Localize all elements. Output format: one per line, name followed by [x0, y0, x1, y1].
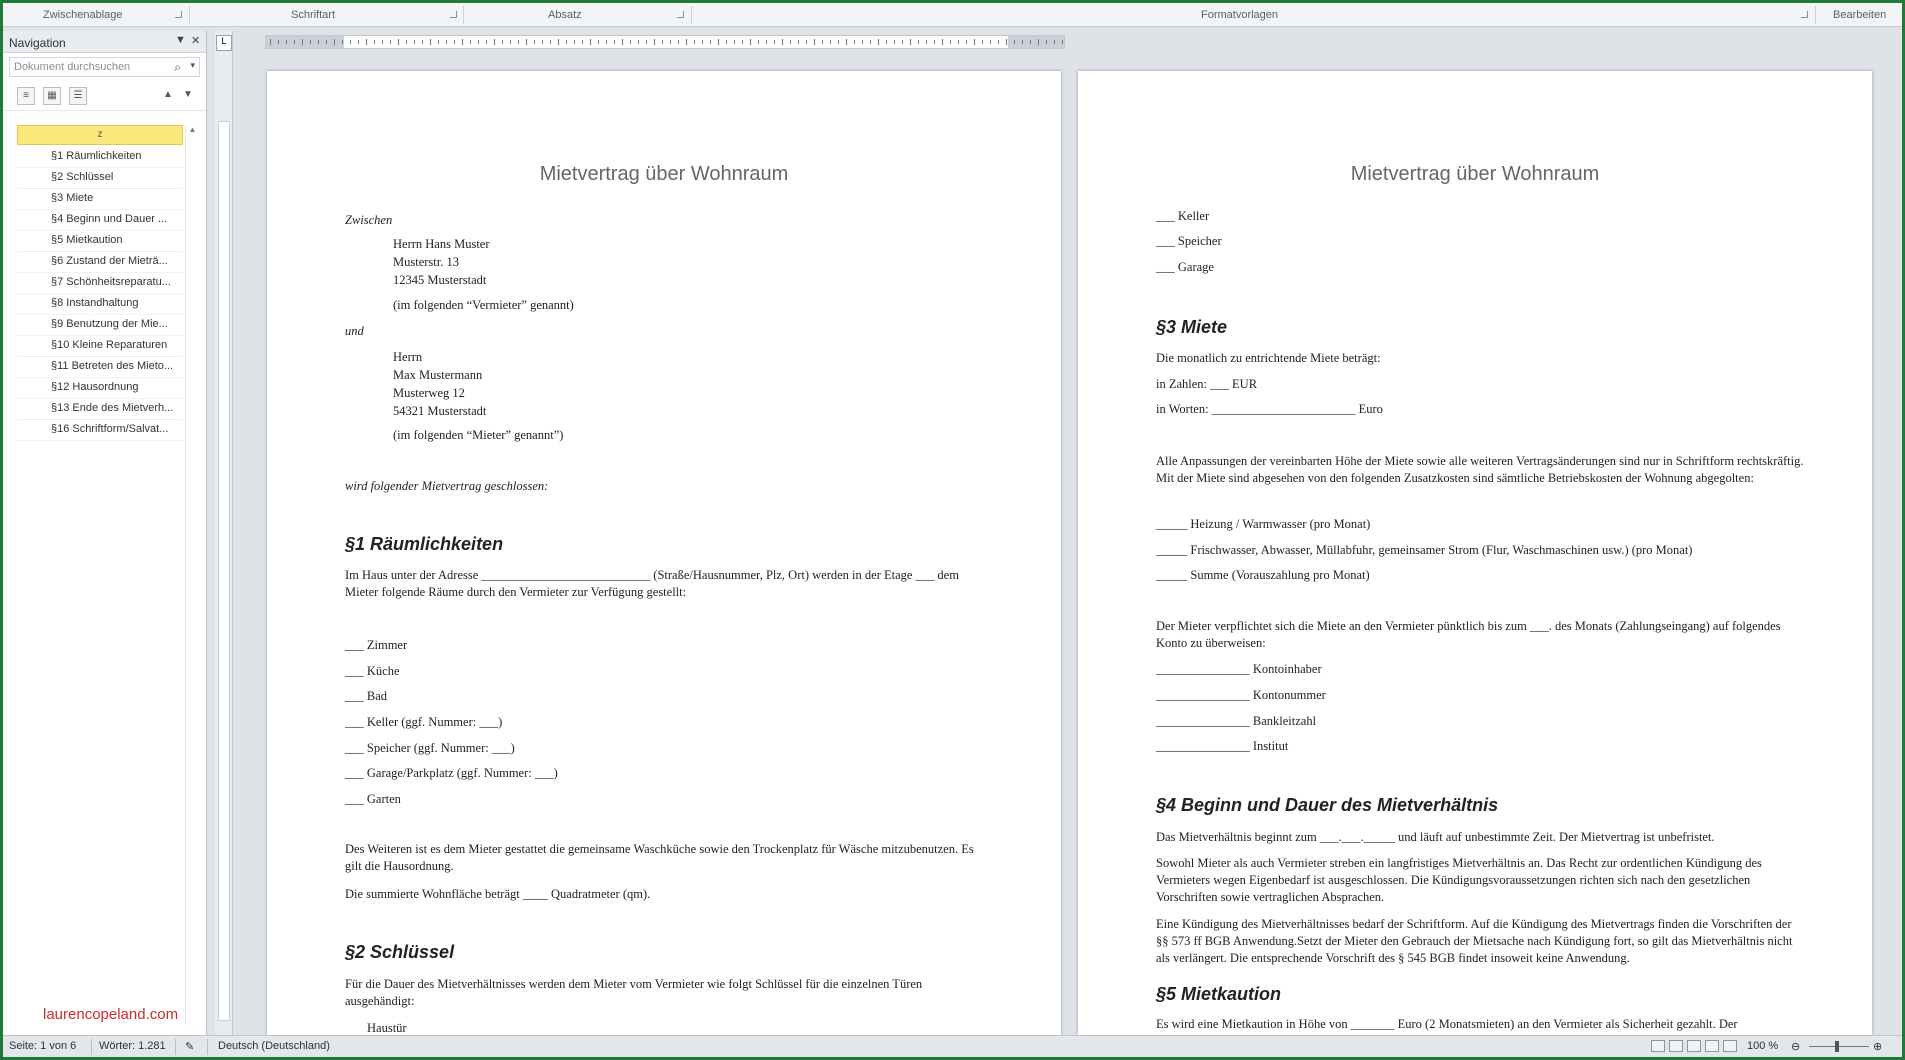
- ruler-tick: [494, 39, 495, 45]
- nav-scrollbar[interactable]: [185, 125, 199, 1025]
- ruler-tick: [790, 40, 791, 44]
- tab-selector-icon[interactable]: L: [216, 35, 232, 51]
- paragraph: Der Mieter verpflichtet sich die Miete an den Vermieter pünktlich bis zum ___. des Monats (Zahlungseingang) auf folgendes Konto zu überweisen:: [1156, 619, 1781, 650]
- room-item: ___ Garage: [1156, 260, 1214, 274]
- ruler-tick: [958, 40, 959, 44]
- page-count[interactable]: Seite: 1 von 6: [9, 1040, 77, 1052]
- account-item: _______________ Kontonummer: [1156, 688, 1326, 702]
- nav-item[interactable]: §6 Zustand der Mieträ...: [17, 252, 183, 273]
- ruler-tick: [622, 39, 623, 45]
- nav-item[interactable]: §12 Hausordnung: [17, 378, 183, 399]
- ribbon-group-clipboard[interactable]: Zwischenablage: [43, 9, 123, 21]
- paragraph: Für die Dauer des Mietverhältnisses werden dem Mieter vom Vermieter wie folgt Schlüssel für die einzelnen Türen ausgehändigt:: [345, 977, 923, 1008]
- room-item: ___ Speicher (ggf. Nummer: ___): [345, 741, 515, 755]
- nav-item[interactable]: §3 Miete: [17, 189, 183, 210]
- ruler-tick: [638, 40, 639, 44]
- ruler-tick: [478, 40, 479, 44]
- styles-launcher-icon[interactable]: [1801, 11, 1808, 18]
- ruler-tick: [574, 40, 575, 44]
- ruler-tick: [286, 40, 287, 44]
- ruler-tick: [798, 40, 799, 44]
- ruler-tick: [670, 40, 671, 44]
- clipboard-launcher-icon[interactable]: [175, 11, 182, 18]
- draft-view-icon[interactable]: [1723, 1040, 1737, 1052]
- ruler-tick: [374, 40, 375, 44]
- room-item: ___ Bad: [345, 689, 388, 703]
- ribbon-group-editing[interactable]: Bearbeiten: [1833, 9, 1887, 21]
- ruler-tick: [302, 39, 303, 45]
- ruler-tick: [814, 39, 815, 45]
- ruler-tick: [470, 40, 471, 44]
- paragraph: Es wird eine Mietkaution in Höhe von _______ Euro (2 Monatsmieten) an den Vermieter als Sicherheit gezahlt. Der: [1156, 1017, 1738, 1031]
- next-arrow-icon[interactable]: ▼: [183, 89, 193, 100]
- status-separator: [175, 1039, 176, 1055]
- nav-item[interactable]: §5 Mietkaution: [17, 231, 183, 252]
- status-bar: [3, 1035, 1902, 1057]
- ribbon-group-paragraph[interactable]: Absatz: [548, 9, 582, 21]
- ruler-tick: [406, 40, 407, 44]
- ruler-tick: [582, 40, 583, 44]
- landlord-line: Musterstr. 13: [393, 255, 459, 269]
- ruler-tick: [854, 40, 855, 44]
- between-label: Zwischen: [345, 213, 393, 227]
- section-heading: §4 Beginn und Dauer des Mietverhältnis: [1156, 795, 1499, 815]
- ruler-tick: [750, 39, 751, 45]
- ruler-tick: [326, 40, 327, 44]
- ribbon-group-bar: [3, 3, 1902, 27]
- section-heading: §3 Miete: [1156, 317, 1228, 337]
- ruler-tick: [966, 40, 967, 44]
- paragraph: in Zahlen: ___ EUR: [1156, 377, 1258, 391]
- ruler-tick: [870, 40, 871, 44]
- ruler-tick: [1006, 39, 1007, 45]
- ruler-tick: [838, 40, 839, 44]
- room-item: ___ Garage/Parkplatz (ggf. Nummer: ___): [345, 766, 558, 780]
- ruler-tick: [782, 39, 783, 45]
- ruler-tick: [510, 40, 511, 44]
- right-margin-area: [1008, 36, 1064, 48]
- ruler-tick: [486, 40, 487, 44]
- ruler-tick: [678, 40, 679, 44]
- ruler-tick: [974, 39, 975, 45]
- status-separator: [91, 1039, 92, 1055]
- status-separator: [207, 1039, 208, 1055]
- ruler-tick: [446, 40, 447, 44]
- cost-item: _____ Frischwasser, Abwasser, Müllabfuhr, gemeinsamer Strom (Flur, Waschmaschinen usw.) (pro Monat): [1156, 543, 1693, 557]
- ruler-tick: [646, 40, 647, 44]
- zoom-slider[interactable]: [1809, 1046, 1869, 1047]
- ruler-tick: [502, 40, 503, 44]
- outline-view-icon[interactable]: [1705, 1040, 1719, 1052]
- ruler-tick: [414, 40, 415, 44]
- ruler-tick: [710, 40, 711, 44]
- landlord-line: 12345 Musterstadt: [393, 273, 487, 287]
- page-title: Mietvertrag über Wohnraum: [1350, 163, 1600, 185]
- headings-tab-icon[interactable]: ≡: [17, 87, 35, 105]
- paragraph-launcher-icon[interactable]: [677, 11, 684, 18]
- cost-item: _____ Heizung / Warmwasser (pro Monat): [1156, 517, 1371, 531]
- room-item: ___ Keller (ggf. Nummer: ___): [345, 715, 503, 729]
- ruler-tick: [366, 39, 367, 45]
- ruler-tick: [718, 39, 719, 45]
- language-indicator[interactable]: Deutsch (Deutschland): [218, 1040, 330, 1052]
- ruler-tick: [318, 40, 319, 44]
- word-window: [3, 3, 1902, 1057]
- ruler-tick: [462, 39, 463, 45]
- room-item: ___ Küche: [345, 664, 400, 678]
- ruler-tick: [1030, 40, 1031, 44]
- zoom-slider-thumb[interactable]: [1835, 1041, 1839, 1052]
- paragraph: Eine Kündigung des Mietverhältnisses bedarf der Schriftform. Auf die Kündigung des Mietvertrags finden die Vorschriften der §§ 573 ff BGB Anwendung.Setzt der Mieter den Gebrauch der Mietsache nach Kündigung fort, so gilt das Mietverhältnis nicht als verlängert. Die entsprechende Vorschrift des § 545 BGB findet insoweit keine Anwendung.: [1156, 917, 1793, 965]
- navigation-title: Navigation: [9, 36, 66, 50]
- ruler-tick: [350, 40, 351, 44]
- nav-item[interactable]: §8 Instandhaltung: [17, 294, 183, 315]
- room-item: ___ Garten: [345, 792, 401, 806]
- paragraph: Die summierte Wohnfläche beträgt ____ Quadratmeter (qm).: [345, 887, 651, 901]
- nav-item[interactable]: §16 Schriftform/Salvat...: [17, 420, 183, 441]
- ruler-tick: [430, 39, 431, 45]
- ribbon-separator: [1815, 6, 1816, 24]
- proofing-icon[interactable]: ✎: [185, 1041, 195, 1053]
- account-item: _______________ Kontoinhaber: [1156, 662, 1322, 676]
- ruler-tick: [998, 40, 999, 44]
- paragraph: Die monatlich zu entrichtende Miete beträgt:: [1156, 351, 1381, 365]
- ruler-tick: [1038, 39, 1039, 45]
- ribbon-separator: [189, 6, 190, 24]
- ruler-tick: [358, 40, 359, 44]
- pane-options-icon[interactable]: ▼: [175, 34, 186, 46]
- horizontal-ruler[interactable]: [265, 35, 1065, 49]
- paragraph: Das Mietverhältnis beginnt zum ___.___._____ und läuft auf unbestimmte Zeit. Der Mietvertrag ist unbefristet.: [1156, 830, 1715, 844]
- nav-item[interactable]: §9 Benutzung der Mie...: [17, 315, 183, 336]
- search-input[interactable]: [9, 57, 200, 77]
- ruler-tick: [550, 40, 551, 44]
- room-item: ___ Zimmer: [345, 638, 408, 652]
- account-item: _______________ Institut: [1156, 739, 1289, 753]
- ruler-tick: [830, 40, 831, 44]
- ruler-tick: [518, 40, 519, 44]
- nav-item-selected[interactable]: z: [17, 125, 183, 145]
- paragraph: in Worten: _______________________ Euro: [1156, 402, 1383, 416]
- ruler-tick: [606, 40, 607, 44]
- ruler-tick: [846, 39, 847, 45]
- ruler-tick: [1054, 40, 1055, 44]
- ruler-tick: [862, 40, 863, 44]
- ruler-tick: [702, 40, 703, 44]
- landlord-note: (im folgenden “Vermieter” genannt): [393, 298, 574, 312]
- ribbon-group-font[interactable]: Schriftart: [291, 9, 336, 21]
- nav-item[interactable]: §2 Schlüssel: [17, 168, 183, 189]
- paragraph: Des Weiteren ist es dem Mieter gestattet die gemeinsame Waschküche sowie den Trockenplatz für Wäsche mitzubenutzen. Es gilt die Hausordnung.: [345, 842, 974, 873]
- room-item: ___ Speicher: [1156, 234, 1222, 248]
- ruler-tick: [598, 40, 599, 44]
- ruler-tick: [1022, 40, 1023, 44]
- ruler-tick: [918, 40, 919, 44]
- ruler-tick: [454, 40, 455, 44]
- ruler-tick: [614, 40, 615, 44]
- section-heading: §1 Räumlichkeiten: [345, 534, 504, 554]
- ruler-tick: [886, 40, 887, 44]
- ruler-tick: [534, 40, 535, 44]
- ruler-tick: [758, 40, 759, 44]
- ruler-tick: [278, 40, 279, 44]
- ruler-tick: [910, 39, 911, 45]
- navigation-header: [3, 31, 206, 53]
- ruler-tick: [526, 39, 527, 45]
- ruler-tick: [654, 39, 655, 45]
- nav-item[interactable]: §10 Kleine Reparaturen: [17, 336, 183, 357]
- ribbon-separator: [691, 6, 692, 24]
- page-title: Mietvertrag über Wohnraum: [539, 163, 789, 185]
- section-heading: §2 Schlüssel: [345, 942, 455, 962]
- vertical-ruler-track: [218, 121, 230, 1021]
- zoom-out-icon[interactable]: ⊖: [1791, 1041, 1801, 1053]
- scroll-up-icon[interactable]: ▲: [188, 125, 197, 134]
- ruler-tick: [934, 40, 935, 44]
- ruler-tick: [902, 40, 903, 44]
- nav-item[interactable]: §7 Schönheitsreparatu...: [17, 273, 183, 294]
- ruler-tick: [774, 40, 775, 44]
- ruler-tick: [894, 40, 895, 44]
- close-icon[interactable]: ✕: [191, 35, 201, 47]
- full-screen-icon[interactable]: [1669, 1040, 1683, 1052]
- previous-arrow-icon[interactable]: ▲: [163, 89, 173, 100]
- tenant-line: Musterweg 12: [393, 386, 465, 400]
- tenant-line: Herrn: [393, 350, 423, 364]
- ruler-tick: [742, 40, 743, 44]
- ruler-tick: [662, 40, 663, 44]
- ruler-tick: [382, 40, 383, 44]
- print-layout-icon[interactable]: [1651, 1040, 1665, 1052]
- navigation-pane: [3, 31, 207, 1035]
- navigation-tabs: [3, 81, 206, 111]
- watermark: laurencopeland.com: [43, 1006, 179, 1023]
- ruler-tick: [686, 39, 687, 45]
- and-label: und: [345, 324, 364, 338]
- zoom-in-icon[interactable]: ⊕: [1873, 1041, 1883, 1053]
- ruler-tick: [694, 40, 695, 44]
- ruler-tick: [950, 40, 951, 44]
- chevron-down-icon[interactable]: ▾: [190, 60, 195, 70]
- ruler-tick: [398, 39, 399, 45]
- nav-item[interactable]: §13 Ende des Mietverh...: [17, 399, 183, 420]
- account-item: _______________ Bankleitzahl: [1156, 714, 1317, 728]
- ruler-tick: [982, 40, 983, 44]
- ruler-tick: [630, 40, 631, 44]
- ruler-tick: [438, 40, 439, 44]
- ruler-tick: [542, 40, 543, 44]
- ruler-tick: [310, 40, 311, 44]
- heading-list: [17, 125, 183, 441]
- section-heading: §5 Mietkaution: [1156, 984, 1282, 1004]
- zoom-level[interactable]: 100 %: [1747, 1040, 1779, 1052]
- web-layout-icon[interactable]: [1687, 1040, 1701, 1052]
- tenant-note: (im folgenden “Mieter” genannt”): [393, 428, 564, 442]
- ruler-tick: [1046, 40, 1047, 44]
- search-placeholder: Dokument durchsuchen: [14, 61, 131, 73]
- vertical-ruler[interactable]: [215, 31, 233, 1035]
- nav-item[interactable]: §11 Betreten des Mieto...: [17, 357, 183, 378]
- document-page-2[interactable]: [1078, 71, 1872, 1035]
- tenant-line: Max Mustermann: [393, 368, 483, 382]
- ruler-tick: [1062, 40, 1063, 44]
- ruler-tick: [734, 40, 735, 44]
- nav-item[interactable]: §1 Räumlichkeiten: [17, 147, 183, 168]
- ruler-tick: [558, 39, 559, 45]
- key-item: Haustür: [367, 1021, 407, 1035]
- ruler-tick: [422, 40, 423, 44]
- ruler-tick: [566, 40, 567, 44]
- closing-line: wird folgender Mietvertrag geschlossen:: [345, 479, 549, 493]
- ruler-tick: [334, 39, 335, 45]
- ruler-tick: [806, 40, 807, 44]
- ruler-tick: [590, 39, 591, 45]
- room-item: ___ Keller: [1156, 209, 1210, 223]
- ruler-tick: [878, 39, 879, 45]
- paragraph: Alle Anpassungen der vereinbarten Höhe der Miete sowie alle weiteren Vertragsänderungen sind nur in Schriftform rechtskräftig. Mit der Miete sind abgesehen von den folgenden Zusatzkosten sind sämtliche Betriebskosten der Wohnung abgegolten:: [1156, 454, 1804, 485]
- nav-item[interactable]: §4 Beginn und Dauer ...: [17, 210, 183, 231]
- paragraph: Im Haus unter der Adresse ___________________________ (Straße/Hausnummer, Plz, Ort) werden in der Etage ___ dem Mieter folgende Räume durch den Vermieter zur Verfügung gestellt:: [345, 568, 959, 599]
- ruler-tick: [342, 40, 343, 44]
- ruler-tick: [942, 39, 943, 45]
- font-launcher-icon[interactable]: [450, 11, 457, 18]
- ruler-tick: [390, 40, 391, 44]
- ruler-tick: [926, 40, 927, 44]
- ribbon-separator: [463, 6, 464, 24]
- pages-tab-icon[interactable]: ▦: [43, 87, 61, 105]
- cost-item: _____ Summe (Vorauszahlung pro Monat): [1156, 568, 1370, 582]
- ruler-tick: [822, 40, 823, 44]
- ruler-tick: [294, 40, 295, 44]
- ruler-tick: [766, 40, 767, 44]
- ruler-tick: [990, 40, 991, 44]
- ruler-tick: [1014, 40, 1015, 44]
- results-tab-icon[interactable]: ☰: [69, 87, 87, 105]
- search-icon[interactable]: ⌕: [174, 60, 181, 74]
- ribbon-group-styles[interactable]: Formatvorlagen: [1201, 9, 1279, 21]
- landlord-line: Herrn Hans Muster: [393, 237, 490, 251]
- paragraph: Sowohl Mieter als auch Vermieter streben ein langfristiges Mietverhältnis an. Das Recht zur ordentlichen Kündigung des Vermieters wegen Eigenbedarf ist ausgeschlossen. Die Kündigungsvoraussetzungen richten sich nach den gesetzlichen Vorschriften sowie vertraglichen Absprachen.: [1156, 856, 1762, 904]
- document-page-1[interactable]: [267, 71, 1061, 1035]
- tenant-line: 54321 Musterstadt: [393, 404, 487, 418]
- ruler-tick: [726, 40, 727, 44]
- word-count[interactable]: Wörter: 1.281: [99, 1040, 166, 1052]
- ruler-tick: [270, 39, 271, 45]
